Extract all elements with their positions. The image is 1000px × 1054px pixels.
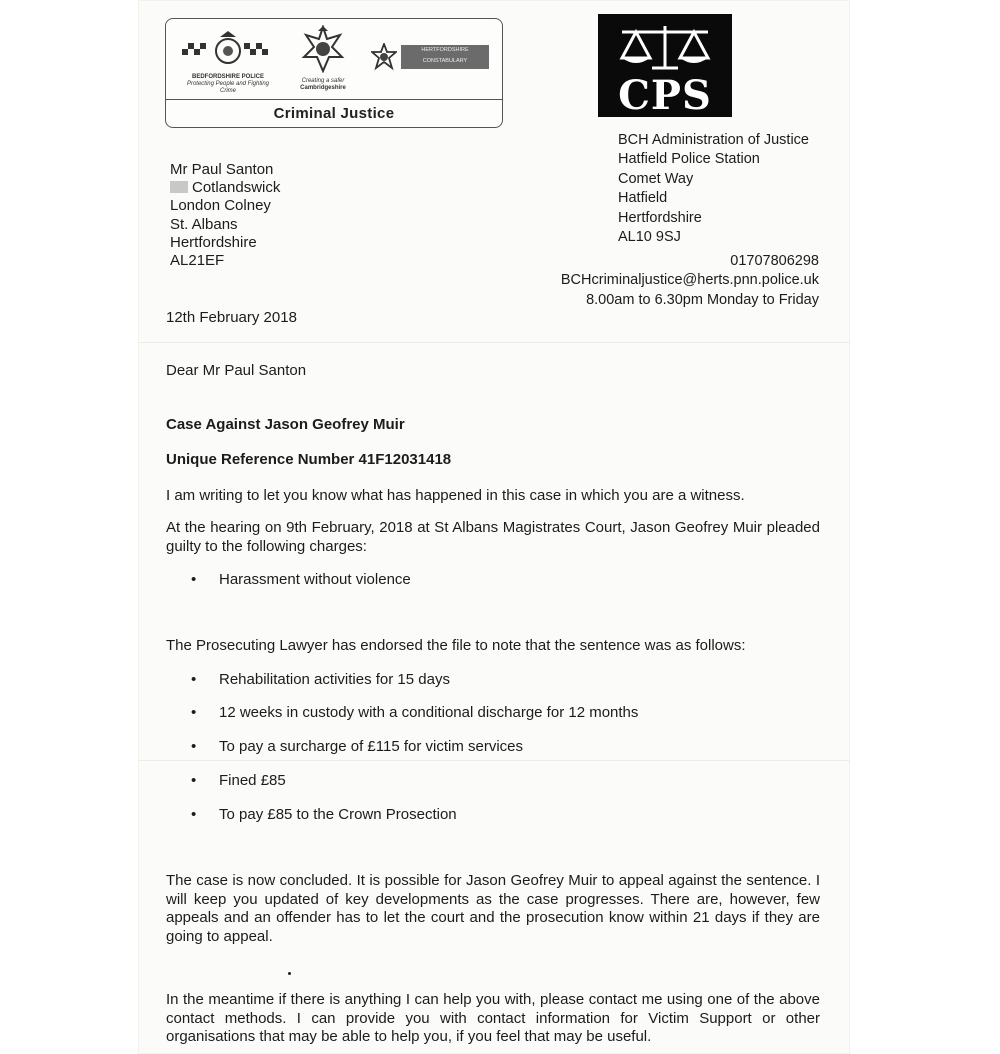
sentence-item [191,704,638,722]
recipient-street-row [170,179,280,197]
badge-crest-icon [371,43,397,73]
bullet-icon: • [191,571,197,588]
sender-address [618,131,809,247]
sentence-text: To pay a surcharge of £115 for victim services [219,738,524,755]
sentence-intro-paragraph: The Prosecuting Lawyer has endorsed the file to note that the sentence was as follows: [166,637,746,654]
paper-speck [288,972,291,975]
bullet-icon: • [191,738,197,755]
cps-logo-text: CPS [618,72,712,119]
sender-line: Hatfield Police Station [618,151,760,168]
bedfordshire-police-name: BEDFORDSHIRE POLICE [191,74,264,80]
sender-phone: 01707806298 [730,253,819,269]
sender-line: BCH Administration of Justice [618,132,809,148]
case-title: Case Against Jason Geofrey Muir [166,416,405,433]
sentence-item [191,671,450,689]
star-crest-icon [298,25,348,73]
hertfordshire-banner [401,45,489,69]
sentence-text: To pay £85 to the Crown Prosection [219,806,457,823]
bullet-icon: • [191,671,197,688]
bullet-icon: • [191,704,197,721]
meantime-paragraph: In the meantime if there is anything I can help you with, please contact me using one of the above contact methods. I can provide you with contact information for Victim Support or other organisations that may be able to help you, if you feel that may be useful. [166,991,820,1045]
recipient-line: London Colney [170,197,271,215]
sender-line: AL10 9SJ [618,229,681,246]
sender-contact [520,252,819,310]
bullet-icon: • [191,806,197,823]
hertfordshire-region: HERTFORDSHIRE [421,47,469,53]
sentence-text: Rehabilitation activities for 15 days [219,671,450,688]
sentence-text: 12 weeks in custody with a conditional discharge for 12 months [219,704,639,721]
bedfordshire-police-logo [182,29,274,95]
bullet-icon: • [191,772,197,789]
intro-paragraph: I am writing to let you know what has happened in this case in which you are a witness. [166,487,745,504]
sender-line: Hertfordshire [618,209,702,226]
sentence-text: Fined £85 [219,772,286,789]
paper-fold-line [138,760,850,761]
redacted-house-number [170,181,188,193]
sentence-item [191,738,523,756]
sender-line: Comet Way [618,170,694,187]
bedfordshire-police-tagline: Protecting People and Fighting Crime [186,81,270,94]
hertfordshire-constabulary-logo [371,41,489,81]
sender-hours: 8.00am to 6.30pm Monday to Friday [586,291,819,308]
charge-text: Harassment without violence [219,571,411,588]
recipient-line: St. Albans [170,215,238,233]
sender-email: BCHcriminaljustice@herts.pnn.police.uk [560,272,819,289]
recipient-street: Cotlandswick [192,179,281,197]
charge-item [191,571,411,589]
sender-line: Hatfield [618,190,668,207]
salutation: Dear Mr Paul Santon [166,362,307,379]
sentence-item [191,806,457,824]
criminal-justice-logo-box [165,18,503,128]
hearing-paragraph: At the hearing on 9th February, 2018 at St Albans Magistrates Court, Jason Geofrey Muir pleaded guilty to the following charges: [166,519,820,555]
sentence-item [191,772,286,790]
scales-of-justice-icon [612,22,718,74]
reference-number: Unique Reference Number 41F12031418 [166,451,452,468]
letter-date: 12th February 2018 [166,309,297,326]
recipient-line: AL21EF [170,252,225,270]
concluded-paragraph: The case is now concluded. It is possible for Jason Geofrey Muir to appeal against the sentence. I will keep you updated of key developments as the case progresses. There are, however, few appeals and an offender has to let the court and the prosecution know within 21 days if they are going to appeal. [166,872,820,945]
chequered-crest-icon [182,29,274,69]
cambridgeshire-tagline: Creating a safer [301,78,345,84]
cambridgeshire-name: Cambridgeshire [300,85,346,91]
logo-box-divider [166,99,502,100]
hertfordshire-constabulary: CONSTABULARY [422,58,468,64]
recipient-address [170,161,280,270]
cambridgeshire-police-logo [298,25,348,95]
paper-fold-line [138,342,850,343]
cps-logo [598,14,732,117]
recipient-name: Mr Paul Santon [170,161,274,178]
criminal-justice-label: Criminal Justice [273,105,395,122]
recipient-line: Hertfordshire [170,233,257,251]
